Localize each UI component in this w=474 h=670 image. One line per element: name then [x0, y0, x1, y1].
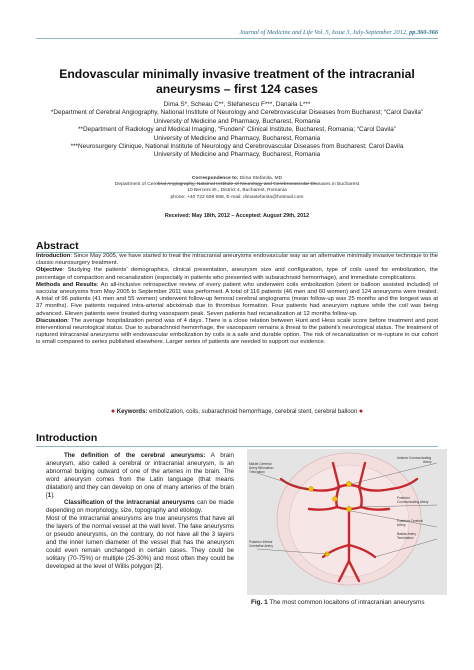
title-line-1: Endovascular minimally invasive treatment of the intracranial: [59, 67, 415, 81]
svg-text:Communicating Artery: Communicating Artery: [397, 500, 429, 504]
intro-p3-text: Most of the intracranial aneurysms are true aneurysms that have all the layers of the normal vessel at the wall level. The fake aneurysms or pseudo aneurysms, on the contrary, do not have all the 3 layers and the inner lumen diameter of the vessel that has the aneurysm could even remain unchanged in certain cases. They could be solitary (70-75%) or multiple (25-30%) and most often they could be developed at the level of Willis polygon [: [46, 515, 234, 570]
intro-p1-end: ].: [51, 491, 55, 499]
author-names: Dima S*, Scheau C**, Stefanescu F***, Danaila L***: [163, 101, 311, 108]
bullet-icon: ●: [358, 408, 364, 415]
affiliation-2b: University of Medicine and Pharmacy, Bucharest, Romania: [153, 134, 321, 142]
bullet-icon: ●: [110, 408, 116, 415]
intro-p1-ref: 1: [47, 491, 52, 499]
abstract-methods-label: Methods and Results: [36, 281, 97, 288]
introduction-rule: [36, 446, 438, 447]
header-rule: [36, 38, 438, 39]
abstract-intro-label: Introduction: [36, 253, 71, 259]
affiliation-3b: University of Medicine and Pharmacy, Bucharest, Romania: [153, 151, 321, 159]
affiliation-1b: University of Medicine and Pharmacy, Bucharest, Romania: [153, 117, 321, 125]
figure-caption: [251, 599, 443, 607]
intro-p3-ref: 2: [156, 562, 160, 570]
abstract-body: [36, 253, 438, 347]
abstract-methods-text: : An all-inclusive retrospective review of every patient who underwent coils embolization (stent or balloon assisted included) of saccular aneurysms from May 2005 to September 2011 was performed. A total of 116 patients (46 men and 60 women) and 124 aneurysms were treated. A total of 96 patients (41 men and 55 women) underwent follow-up femoral cerebral angiograms (mean follow-up was 25 months and the longest was at 37 months). Five patients required intra-arterial abciximab due to thrombus formation. Four patients had aneurysm rupture while the coil was being advanced. Eleven patients were treated during vasospasm peak. Seven patients had recanalization at 12 months follow-up.: [36, 281, 438, 317]
brain-arteries-illustration: [247, 449, 447, 595]
correspondence-block: [36, 176, 438, 201]
journal-citation: [239, 29, 438, 36]
intro-p3-end: ].: [159, 562, 163, 570]
callout-pica: Posterior Inferior: [249, 540, 273, 544]
intro-paragraph-3: [46, 515, 234, 570]
intro-p2-bold: Classification of the intracranial aneurysms: [64, 499, 195, 507]
correspondence-name: Dima Stefanita, MD: [239, 176, 283, 181]
intro-paragraph-1: [46, 452, 234, 499]
keywords-label: Keywords:: [116, 409, 148, 415]
abstract-objective-text: : Studying the patients’ demographics, clinical presentation, aneurysm size and configuration, type of coils used for embolization, the percentage of compaction and recanalization (especially in patients who presented with subarachnoid hemorrhage), and immediate complications.: [36, 267, 438, 281]
abstract-discussion-text: : The average hospitalization period was of 4 days. There is a close relation between Hunt and Hess scale score before treatment and post interventional neurological status. Due to subarachnoid hemorrhage, the vasospasm remains a threat to the patient’s neurological status. The treatment of ruptured intracranial aneurysms with endovascular embolization by coils is a safe and durable option. The risk of recanalization or re-rupture in our cohort is small compared to series published elsewhere. Larger series of patients are needed to support our evidence.: [36, 317, 438, 346]
abstract-heading: Abstract: [36, 240, 79, 252]
abstract-objective: [36, 267, 438, 281]
affiliation-2a: **Department of Radiology and Medical Imaging, “Fundeni” Clinical Institute, Bucharest, Romania; “Carol Davila”: [78, 126, 396, 134]
correspondence-line-2: 10 Berceni St., District 4, Bucharest, Romania: [187, 188, 287, 194]
abstract-discussion: [36, 318, 438, 347]
intro-paragraph-2: [46, 499, 234, 515]
abstract-discussion-label: Discussion: [36, 317, 68, 324]
abstract-objective-label: Objective: [36, 267, 63, 274]
intro-p1-text: A brain aneurysm, also called a cerebral or intracranial aneurysm, is an abnormal bulging outward of one of the arteries in the brain. The word aneurysm comes from the Latin language (that means dilatation) and they can develop on one of many arteries of the brain [: [46, 452, 234, 499]
abstract-methods: [36, 282, 438, 318]
callout-acom: Anterior Communicating: [397, 456, 432, 460]
callout-pca: Posterior Cerebral: [397, 519, 423, 523]
abstract-intro-text: : Since May 2005, we have started to treat the intracranial aneurysms endovascular way as an alternative minimally invasive technique to the classic neurosurgery treatment.: [36, 253, 438, 267]
journal-citation-text: Journal of Medicine and Life Vol. 5, Issue 3, July-September 2012,: [239, 29, 408, 36]
figure-caption-text: The most common locaitons of intracranian aneurysms: [267, 599, 425, 606]
svg-text:Artery Bifurcation: Artery Bifurcation: [249, 466, 274, 470]
callout-basilar: Basilar Artery: [397, 532, 416, 536]
correspondence-line-3: phone: +40 722 608 698, E-mail: dimastefanita@hotmail.com: [170, 194, 304, 200]
article-title: [36, 67, 438, 97]
keywords-line: [36, 408, 438, 415]
affiliation-1a: *Department of Cerebral Angiography, National Institute of Neurology and Cerebrovascular Diseases from Bucharest; “Carol Davila”: [50, 109, 424, 117]
correspondence-label: Correspondence to:: [191, 176, 239, 181]
title-line-2: aneurysms – first 124 cases: [156, 82, 318, 96]
affiliation-3a: ***Neurosurgery Clinique, National Institute of Neurology and Cerebrovascular Diseases from Bucharest; Carol Davila: [70, 143, 404, 151]
figure-1: [247, 449, 447, 595]
svg-text:Artery: Artery: [423, 460, 432, 464]
svg-text:Termination: Termination: [397, 536, 414, 540]
svg-text:Cerebellar Artery: Cerebellar Artery: [249, 544, 273, 548]
journal-pages: pp.360-366: [409, 29, 438, 36]
figure-label: Fig. 1: [251, 599, 268, 606]
intro-p2-text: can be made depending on morphology, size, topography and etiology.: [46, 499, 234, 515]
authors-block: [36, 101, 438, 160]
received-dates: Received: May 18th, 2012 – Accepted: August 29th, 2012: [164, 213, 310, 219]
keywords-text: embolization, coils, subarachnoid hemorrhage, cerebral stent, cerebral balloon: [147, 409, 358, 415]
callout-pcom: Posterior: [397, 496, 410, 500]
introduction-heading: Introduction: [36, 432, 98, 444]
svg-text:Trifurcation: Trifurcation: [249, 470, 265, 474]
intro-p1-bold: The definition of the cerebral aneurysms:: [64, 452, 206, 459]
introduction-body: [46, 452, 234, 571]
abstract-introduction: [36, 253, 438, 267]
correspondence-line-1: Department of Cerebral Angiography, National Institute of Neurology and Cerebrovascular Diseases in Bucharest: [114, 182, 360, 188]
callout-mca: Middle Cerebral: [249, 462, 272, 466]
svg-text:Artery: Artery: [397, 523, 406, 527]
